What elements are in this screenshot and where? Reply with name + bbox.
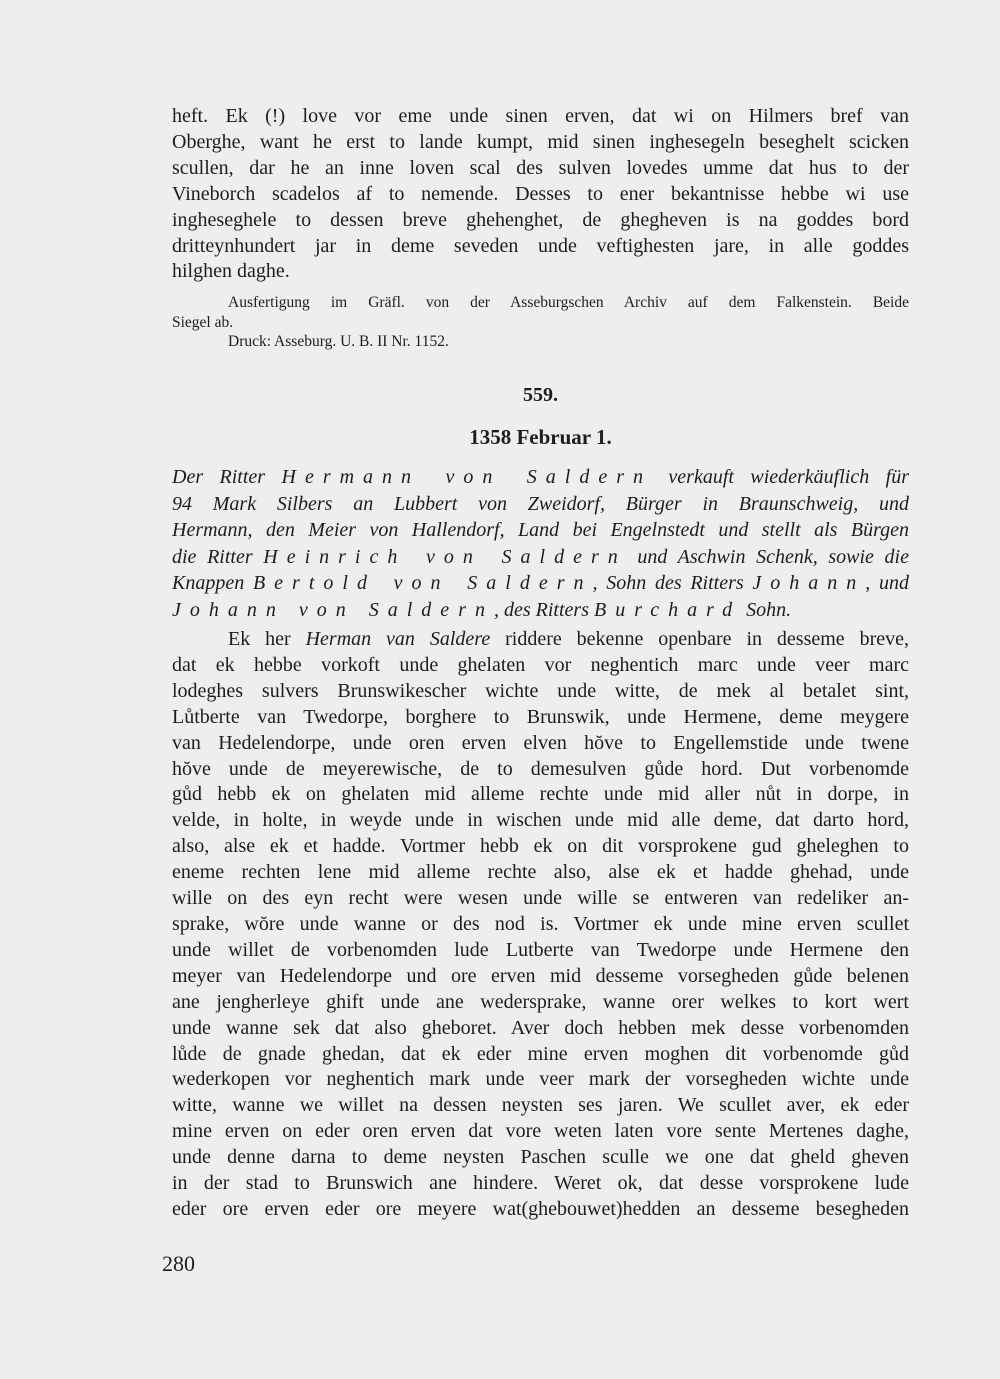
text-line: lůde de gnade ghedan, dat ek eder mine erven moghen dit vorbenomde gůd <box>172 1042 909 1065</box>
person-name: Bertold von Saldern <box>252 572 593 594</box>
text-line: eneme rechten lene mid alleme rechte also, alse ek et hadde ghehad, unde <box>172 861 909 884</box>
text-line: gůd hebb ek on ghelaten mid alleme rechte unde mid aller nůt in dorpe, in <box>172 783 909 806</box>
text-line: mine erven on eder oren erven dat vore weten laten vore sente Mertenes daghe, <box>172 1120 909 1143</box>
text-line: Lůtberte van Twedorpe, borghere to Brunswik, unde Hermene, deme meygere <box>172 705 909 728</box>
regest <box>172 464 909 623</box>
print-reference: Druck: Asseburg. U. B. II Nr. 1152. <box>228 333 449 350</box>
text-line: velde, in holte, in weyde unde in wischen unde mid alle deme, dat darto hord, <box>172 809 909 832</box>
text-line: Ek her Herman van Saldere riddere bekenne openbare in desseme breve, <box>228 628 909 650</box>
text-line: van Hedelendorpe, unde oren erven elven hŏve to Engellemstide unde twene <box>172 731 909 754</box>
text-line: in der stad to Brunswich ane hindere. Weret ok, dat desse vorsprokene lude <box>172 1172 909 1195</box>
text-line: Vineborch scadelos af to nemende. Desses to ener bekantnisse hebbe wi use <box>172 182 909 205</box>
document-date: 1358 Februar 1. <box>469 425 612 449</box>
text-line: Oberghe, want he erst to lande kumpt, mid sinen inghesegeln beseghelt scicken <box>172 130 909 153</box>
person-name: Herman van Saldere <box>305 628 491 650</box>
person-name: Johann von Saldern <box>172 598 494 621</box>
text-line: sprake, wŏre unde wanne or des nod is. Vortmer ek unde mine erven scullet <box>172 912 909 935</box>
text-line: unde denne darna to deme neysten Paschen sculle we one dat gheld gheven <box>172 1146 909 1169</box>
text-line: ingheseghele to dessen breve ghehenghet, de ghegheven is na goddes bord <box>172 208 909 231</box>
continuation-text <box>172 104 909 285</box>
text-line: heft. Ek (!) love vor eme unde sinen erven, dat wi on Hilmers bref van <box>172 105 909 127</box>
text-line: dat ek hebbe vorkoft unde ghelaten vor neghentich marc unde veer marc <box>172 653 909 676</box>
text-line: meyer van Hedelendorpe und ore erven mid desseme vorsegheden gůde belenen <box>172 964 909 987</box>
person-name: Burchard <box>593 598 742 621</box>
page-number: 280 <box>162 1251 195 1276</box>
document-number: 559. <box>523 384 558 406</box>
regest-line: 94 Mark Silbers an Lubbert von Zweidorf, Bürger in Braunschweig, und <box>172 492 909 515</box>
text-line: scullen, dar he an inne loven scal des sulven lovedes umme dat hus to der <box>172 156 909 179</box>
note-line: Siegel ab. <box>172 313 234 331</box>
text-line: hilghen daghe. <box>172 260 290 283</box>
text-line: wederkopen vor neghentich mark unde veer mark der vorsegheden wichte unde <box>172 1068 909 1091</box>
text-line: wille on des eyn recht were wesen unde wille se entweren van redeliker an- <box>172 887 909 910</box>
text-line: also, alse ek et hadde. Vortmer hebb ek on dit vorsprokene gud gheleghen to <box>172 835 909 858</box>
person-name: Hermann von Saldern <box>281 466 652 488</box>
text-line: unde willet de vorbenomden lude Lutberte van Twedorpe unde Hermene den <box>172 938 909 961</box>
text-line: eder ore erven eder ore meyere wat(ghebouwet)hedden an desseme besegheden <box>172 1197 909 1220</box>
person-name: Heinrich von Saldern <box>263 545 627 568</box>
text-line: witte, wanne we willet na dessen neysten ses jaren. We scullet aver, ek eder <box>172 1094 909 1117</box>
regest-line: die Ritter Heinrich von Saldern und Aschwin Schenk, sowie die <box>172 545 909 568</box>
text-line: hŏve unde de meyerewische, de to demesulven gůde hord. Dut vorbenomde <box>172 757 909 780</box>
text-line: lodeghes sulvers Brunswikescher wichte unde witte, de mek al betalet sint, <box>172 679 909 702</box>
regest-line: Johann von Saldern, des Ritters Burchard Sohn. <box>172 598 792 621</box>
text-line: ane jengherleye ghift unde ane wedersprake, wanne orer welkes to kort wert <box>172 990 909 1013</box>
regest-line: Der Ritter Hermann von Saldern verkauft wiederkäuflich für <box>172 466 909 488</box>
text-line: dritteynhundert jar in deme seveden unde veftighesten jare, in alle goddes <box>172 234 909 257</box>
source-note <box>172 293 909 352</box>
text-line: unde wanne sek dat also gheboret. Aver doch hebben mek desse vorbenomden <box>172 1016 909 1039</box>
regest-line: Hermann, den Meier von Hallendorf, Land bei Engelnstedt und stellt als Bürgen <box>172 519 909 541</box>
person-name: Johann <box>752 572 866 594</box>
note-line: Ausfertigung im Gräfl. von der Asseburgschen Archiv auf dem Falkenstein. Beide <box>228 294 909 311</box>
regest-line: Knappen Bertold von Saldern, Sohn des Ritters Johann, und <box>172 572 909 594</box>
charter-text <box>172 627 909 1223</box>
